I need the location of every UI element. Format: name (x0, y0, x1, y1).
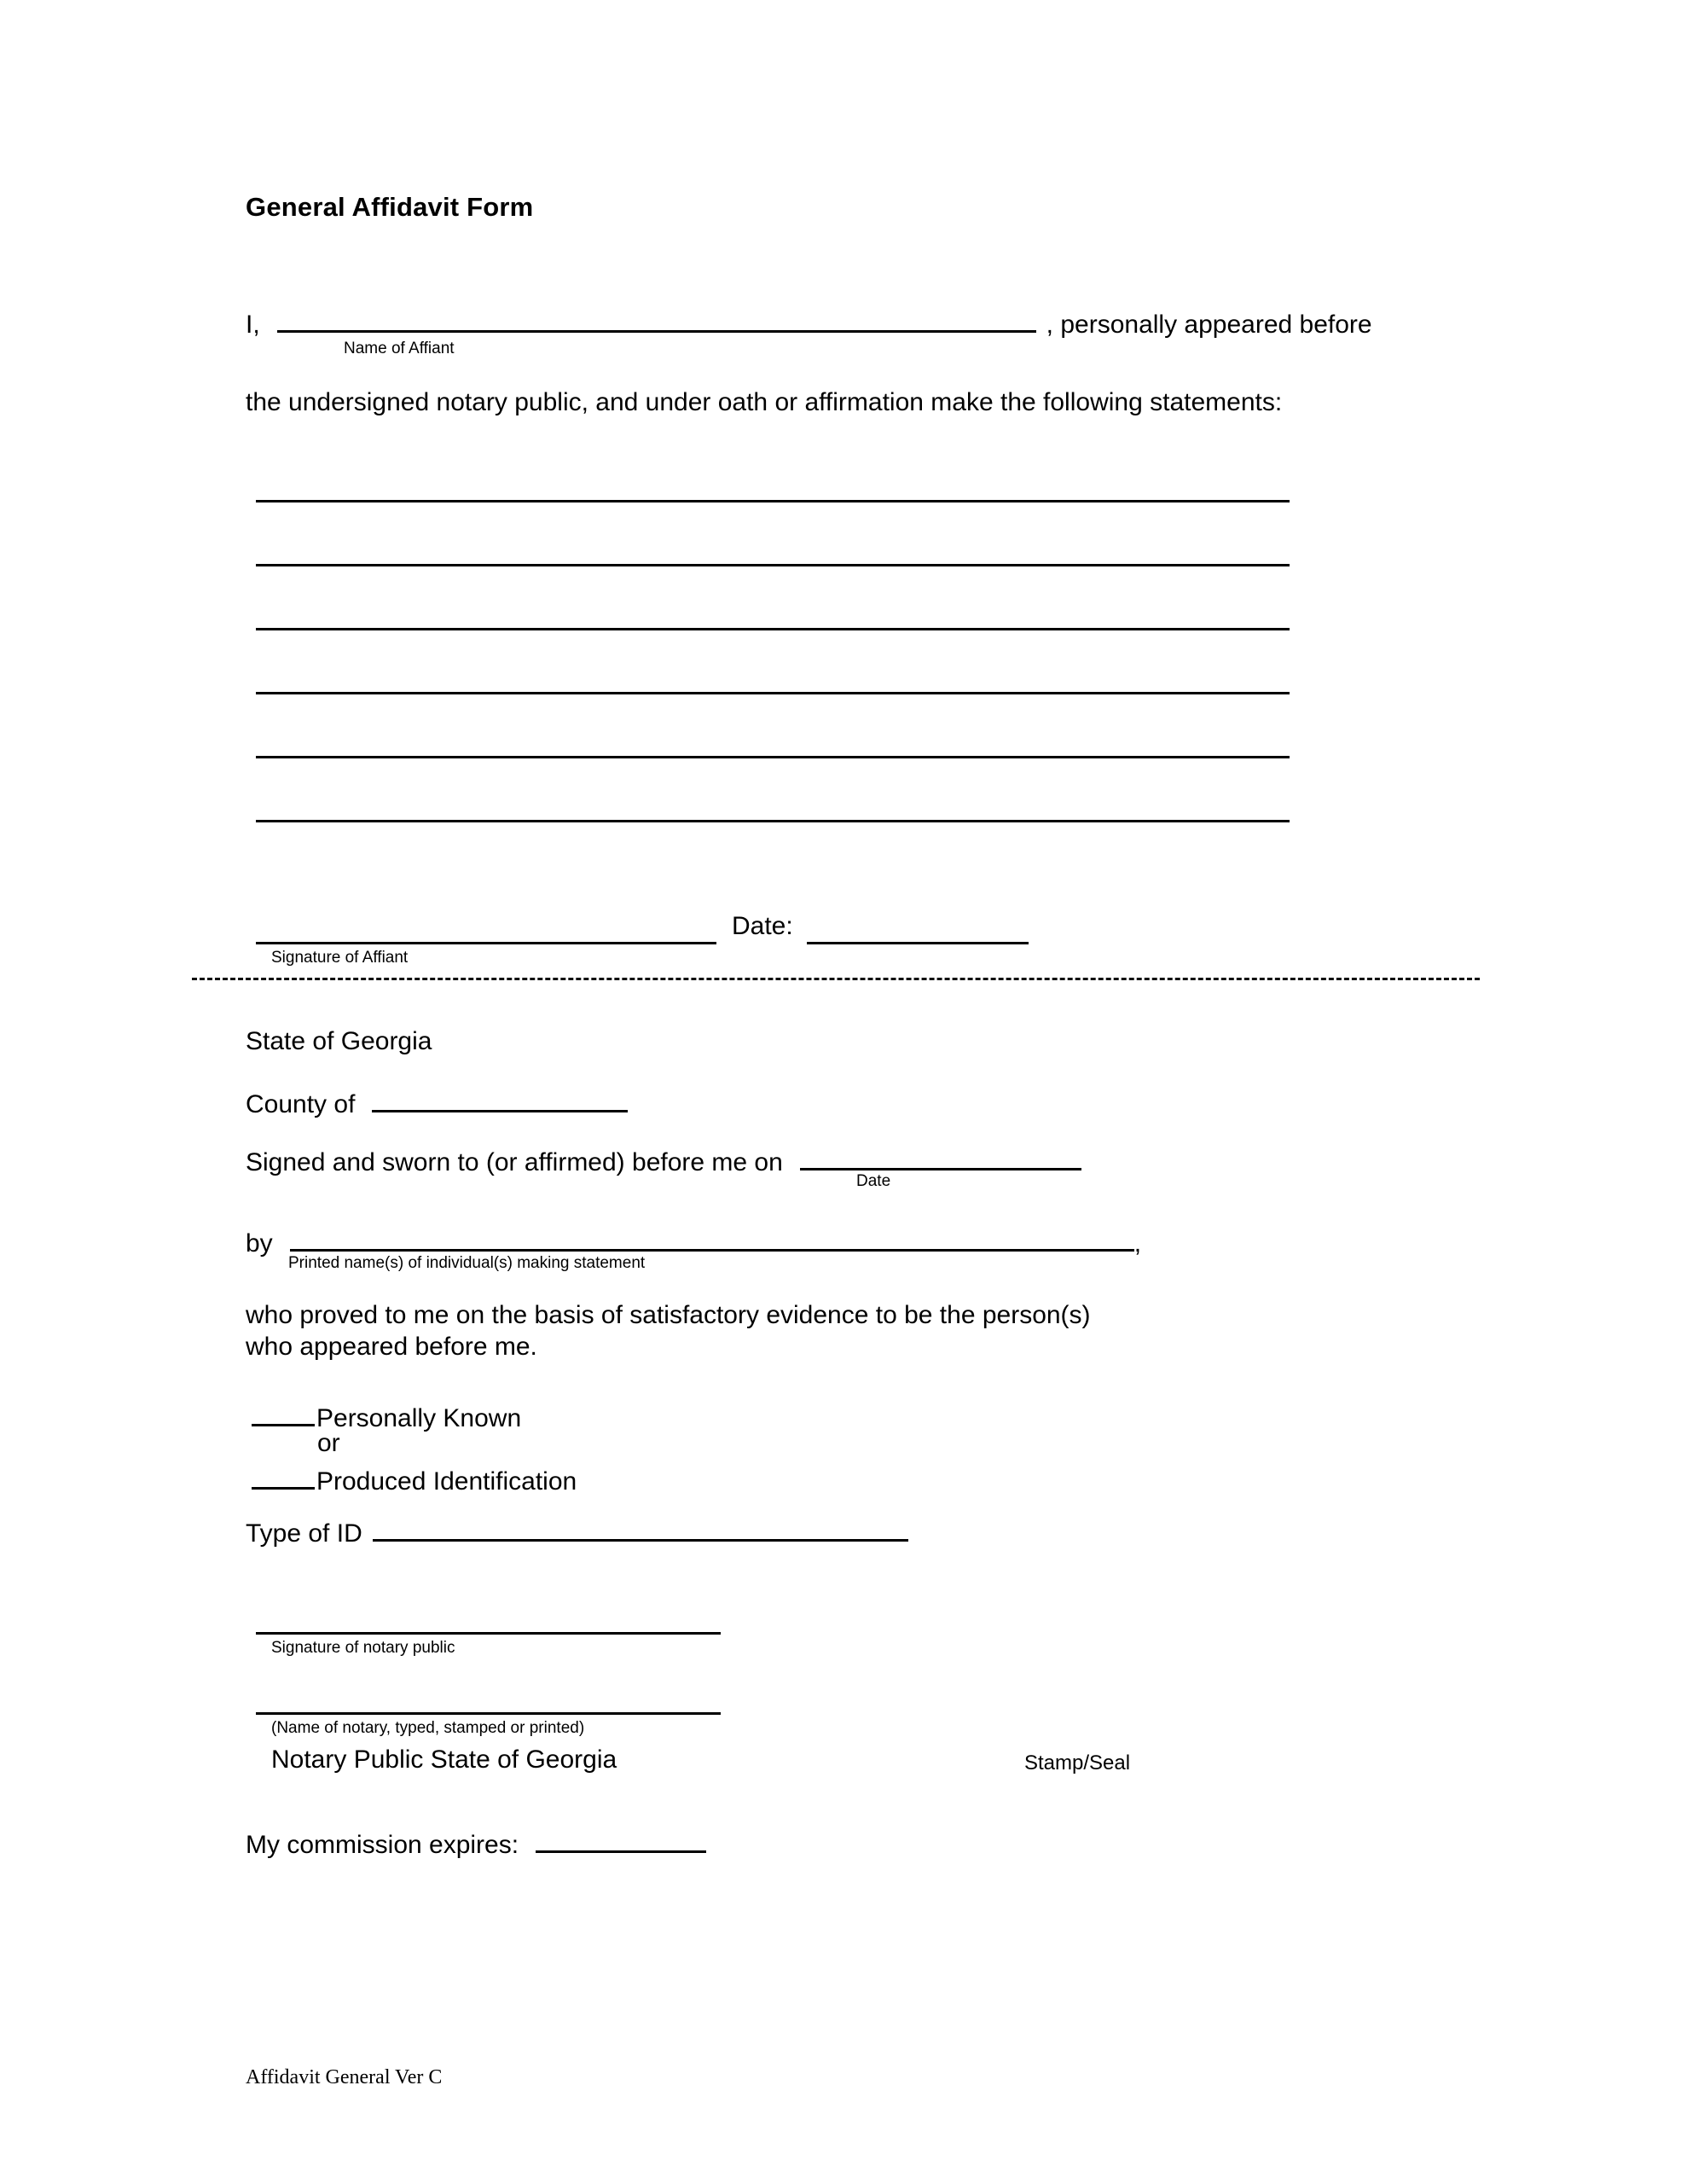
affiant-signature-input[interactable] (256, 942, 716, 944)
statement-line-6[interactable] (256, 820, 1290, 822)
produced-identification-checkbox[interactable] (252, 1460, 315, 1490)
produced-id-row[interactable] (252, 1460, 577, 1497)
personally-known-row[interactable] (252, 1397, 521, 1434)
page-title: General Affidavit Form (246, 192, 534, 222)
affiant-intro-line2: the undersigned notary public, and under oath or affirmation make the following statements: (246, 388, 1283, 416)
county-label: County of (246, 1089, 356, 1118)
proved-line-2: who appeared before me. (246, 1333, 537, 1361)
statement-line-2[interactable] (256, 564, 1290, 566)
sworn-date-caption: Date (856, 1172, 891, 1190)
sworn-label: Signed and sworn to (or affirmed) before me on (246, 1147, 783, 1176)
stamp-seal-label: Stamp/Seal (1024, 1751, 1131, 1774)
affiant-date-input[interactable] (807, 942, 1029, 944)
affiant-name-caption: Name of Affiant (344, 340, 455, 357)
sworn-date-input[interactable] (800, 1141, 1081, 1170)
statement-line-5[interactable] (256, 756, 1290, 758)
type-of-id-row (246, 1512, 908, 1549)
affiant-intro-row (246, 303, 1372, 340)
commission-expires-input[interactable] (536, 1823, 706, 1853)
option-separator-or: or (317, 1429, 340, 1457)
affiant-name-input[interactable] (277, 303, 1036, 333)
affiant-date-label: Date: (732, 912, 793, 940)
footer-version-note: Affidavit General Ver C (246, 2066, 443, 2088)
notary-signature-input[interactable] (256, 1632, 721, 1635)
affiant-signature-caption: Signature of Affiant (271, 949, 409, 967)
county-input[interactable] (372, 1083, 628, 1112)
type-of-id-label: Type of ID (246, 1519, 362, 1548)
notary-public-state-line: Notary Public State of Georgia (271, 1745, 617, 1774)
by-trailing-comma: , (1133, 1228, 1142, 1258)
statement-line-4[interactable] (256, 692, 1290, 694)
by-label: by (246, 1228, 273, 1258)
commission-expires-row (246, 1823, 706, 1861)
statement-line-1[interactable] (256, 500, 1290, 502)
state-line: State of Georgia (246, 1027, 432, 1055)
personally-known-checkbox[interactable] (252, 1397, 315, 1426)
affiant-intro-prefix: I, (246, 310, 260, 339)
section-divider (192, 978, 1480, 980)
personally-known-label: Personally Known (316, 1403, 522, 1432)
printed-names-caption: Printed name(s) of individual(s) making statement (288, 1254, 646, 1272)
statement-line-3[interactable] (256, 628, 1290, 630)
sworn-row (246, 1141, 1081, 1178)
produced-identification-label: Produced Identification (316, 1467, 577, 1496)
affiant-intro-suffix: , personally appeared before (1046, 310, 1372, 339)
printed-names-input[interactable] (290, 1222, 1134, 1252)
notary-name-caption: (Name of notary, typed, stamped or printed) (271, 1719, 585, 1737)
type-of-id-input[interactable] (373, 1512, 908, 1542)
proved-line-1: who proved to me on the basis of satisfactory evidence to be the person(s) (246, 1301, 1091, 1329)
notary-name-input[interactable] (256, 1712, 721, 1715)
notary-signature-caption: Signature of notary public (271, 1639, 455, 1657)
commission-expires-label: My commission expires: (246, 1830, 519, 1859)
county-row (246, 1083, 628, 1120)
